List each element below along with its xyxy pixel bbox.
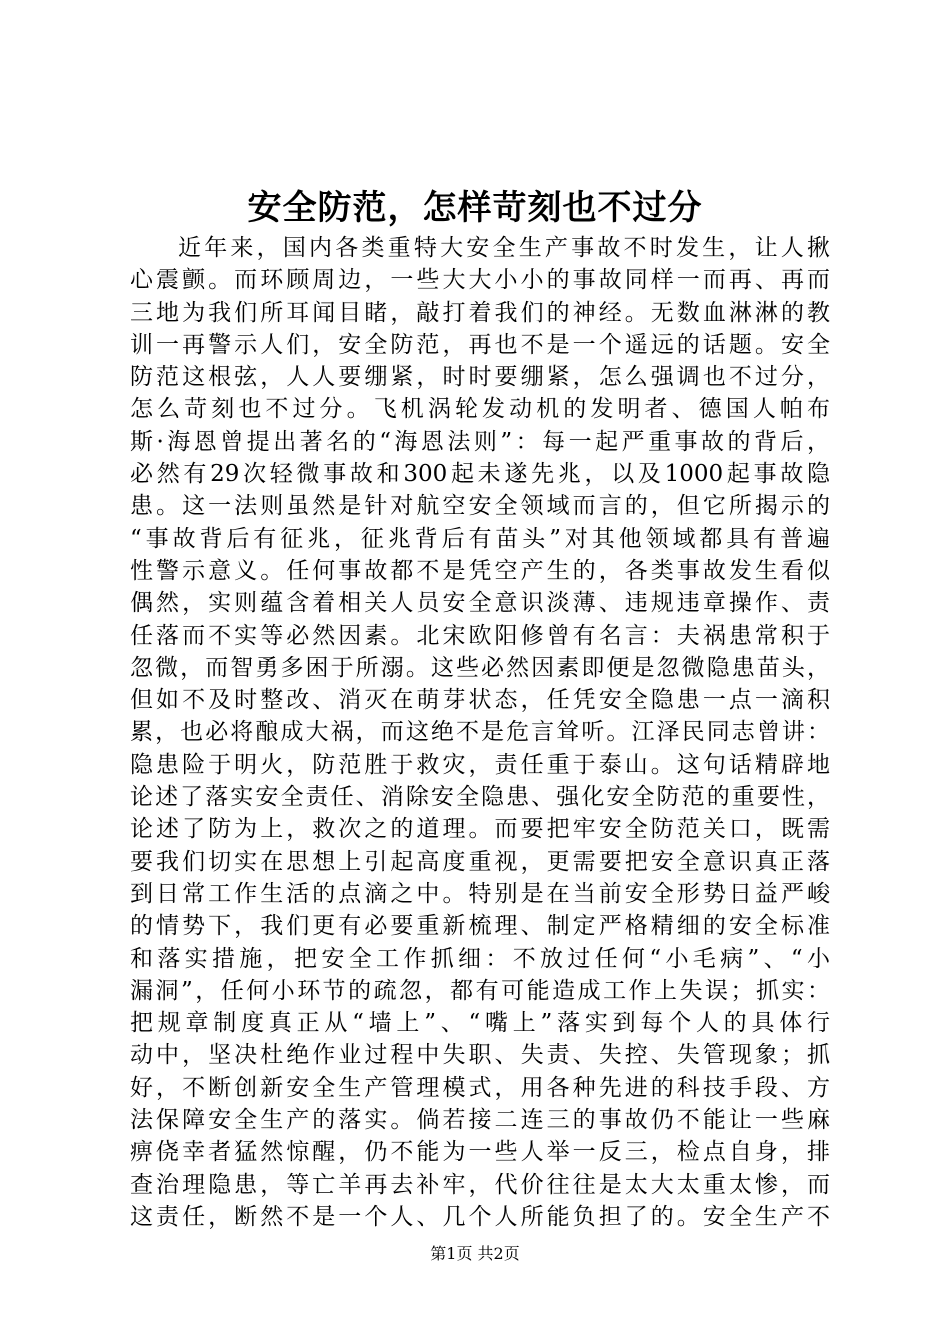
body-line: 查治理隐患，等亡羊再去补牢，代价往往是太大太重太惨，而 [130, 1171, 830, 1198]
body-line: 任落而不实等必然因素。北宋欧阳修曾有名言：夫祸患常积于 [130, 622, 830, 649]
body-line: 心震颤。而环顾周边，一些大大小小的事故同样一而再、再而 [130, 267, 830, 294]
body-line: 这责任，断然不是一个人、几个人所能负担了的。安全生产不 [130, 1203, 830, 1230]
body-line: 斯·海恩曾提出著名的“海恩法则”：每一起严重事故的背后， [130, 428, 830, 455]
body-line: 必然有29次轻微事故和300起未遂先兆，以及1000起事故隐 [130, 461, 830, 488]
body-line: 到日常工作生活的点滴之中。特别是在当前安全形势日益严峻 [130, 880, 830, 907]
document-title: 安全防范，怎样苛刻也不过分 [247, 188, 703, 228]
body-line: 把规章制度真正从“墙上”、“嘴上”落实到每个人的具体行 [130, 1010, 830, 1037]
body-line: 好，不断创新安全生产管理模式，用各种先进的科技手段、方 [130, 1074, 830, 1101]
body-line: 隐患险于明火，防范胜于救灾，责任重于泰山。这句话精辟地 [130, 751, 830, 778]
body-line: 论述了防为上，救次之的道理。而要把牢安全防范关口，既需 [130, 816, 830, 843]
body-line: 要我们切实在思想上引起高度重视，更需要把安全意识真正落 [130, 848, 830, 875]
body-line: 训一再警示人们，安全防范，再也不是一个遥远的话题。安全 [130, 331, 830, 358]
body-line: 患。这一法则虽然是针对航空安全领域而言的，但它所揭示的 [130, 493, 830, 520]
body-line: 三地为我们所耳闻目睹，敲打着我们的神经。无数血淋淋的教 [130, 299, 830, 326]
body-line: 累，也必将酿成大祸，而这绝不是危言耸听。江泽民同志曾讲： [130, 719, 830, 746]
page-footer: 第1页 共2页 [430, 1244, 520, 1263]
body-line: 动中，坚决杜绝作业过程中失职、失责、失控、失管现象；抓 [130, 1042, 830, 1069]
body-line: 偶然，实则蕴含着相关人员安全意识淡薄、违规违章操作、责 [130, 590, 830, 617]
body-line: 防范这根弦，人人要绷紧，时时要绷紧，怎么强调也不过分， [130, 364, 830, 391]
body-line: 怎么苛刻也不过分。飞机涡轮发动机的发明者、德国人帕布 [130, 396, 830, 423]
body-line: 忽微，而智勇多困于所溺。这些必然因素即便是忽微隐患苗头， [130, 654, 830, 681]
body-line: 论述了落实安全责任、消除安全隐患、强化安全防范的重要性， [130, 784, 830, 811]
body-line: 痹侥幸者猛然惊醒，仍不能为一些人举一反三，检点自身，排 [130, 1139, 830, 1166]
body-line: 法保障安全生产的落实。倘若接二连三的事故仍不能让一些麻 [130, 1107, 830, 1134]
body-line: 性警示意义。任何事故都不是凭空产生的，各类事故发生看似 [130, 557, 830, 584]
body-line: 近年来，国内各类重特大安全生产事故不时发生，让人揪 [178, 235, 830, 261]
body-line: 和落实措施，把安全工作抓细：不放过任何“小毛病”、“小 [130, 945, 830, 972]
body-line: “事故背后有征兆，征兆背后有苗头”对其他领域都具有普遍 [130, 525, 830, 552]
document-body [130, 232, 830, 1233]
body-line: 但如不及时整改、消灭在萌芽状态，任凭安全隐患一点一滴积 [130, 687, 830, 714]
body-line: 的情势下，我们更有必要重新梳理、制定严格精细的安全标准 [130, 913, 830, 940]
body-line: 漏洞”，任何小环节的疏忽，都有可能造成工作上失误；抓实： [130, 977, 830, 1004]
